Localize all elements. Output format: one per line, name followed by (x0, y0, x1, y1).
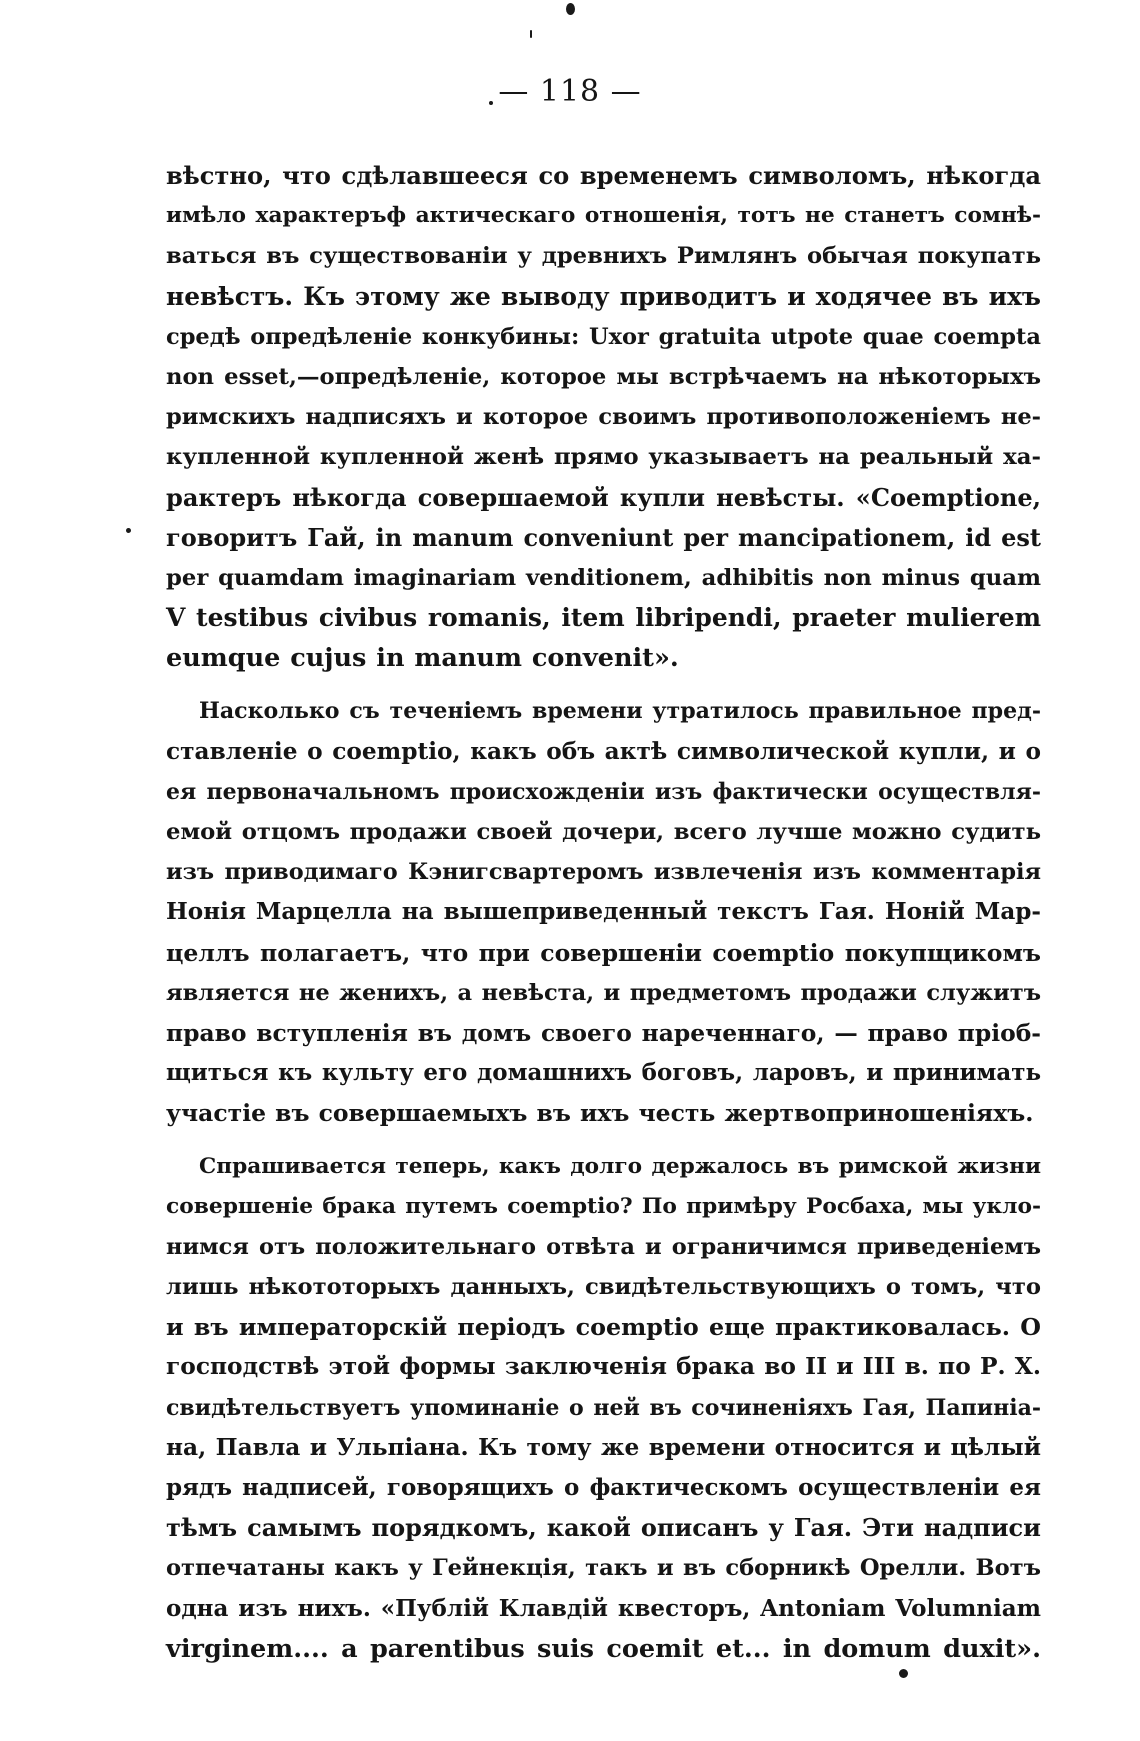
text-line: eumque cujus in manum convenit». (166, 643, 679, 674)
ink-speck (126, 528, 131, 533)
text-line: на, Павла и Ульпіана. Къ тому же времени относится и цѣлый (166, 1433, 1041, 1461)
text-line: лишь нѣкототорыхъ данныхъ, свидѣтельствующихъ о томъ, что (166, 1274, 1041, 1301)
text-line: нимся отъ положительнаго отвѣта и ограничимся приведеніемъ (166, 1233, 1041, 1260)
text-line: Насколько съ теченіемъ времени утратилось правильное пред- (199, 698, 1041, 725)
text-line: емой отцомъ продажи своей дочери, всего лучше можно судить (166, 819, 1041, 845)
text-line: щиться къ культу его домашнихъ боговъ, ларовъ, и принимать (166, 1059, 1041, 1087)
text-line: имѣло характеръф актическаго отношенія, тотъ не станетъ сомнѣ- (166, 203, 1041, 229)
text-line: per quamdam imaginariam venditionem, adhibitis non minus quam (166, 564, 1041, 591)
text-line: римскихъ надписяхъ и которое своимъ противоположеніемъ не- (166, 404, 1041, 431)
text-line: ставленіе о coemptio, какъ объ актѣ символической купли, и о (166, 737, 1041, 765)
text-line: и въ императорскій періодъ coemptio еще практиковалась. О (166, 1313, 1041, 1342)
text-line: говоритъ Гай, in manum conveniunt per mancipationem, id est (166, 522, 1041, 552)
text-line: non esset,—опредѣленіе, которое мы встрѣчаемъ на нѣкоторыхъ (166, 363, 1041, 390)
paragraph (166, 1147, 1041, 1669)
ink-speck (899, 1669, 908, 1678)
text-line: рактеръ нѣкогда совершаемой купли невѣсты. «Coemptione, (166, 482, 1041, 512)
text-line: право вступленія въ домъ своего нареченнаго, — право пріоб- (166, 1018, 1041, 1047)
text-line: рядъ надписей, говорящихъ о фактическомъ осуществленіи ея (166, 1474, 1041, 1501)
text-line: одна изъ нихъ. «Публій Клавдій квесторъ, Antoniam Volumniam (166, 1594, 1041, 1622)
text-line: ваться въ существованіи у древнихъ Римлянъ обычая покупать (166, 243, 1041, 270)
page-number: — 118 — (498, 74, 642, 109)
text-line: целлъ полагаетъ, что при совершеніи coemptio покупщикомъ (166, 938, 1041, 967)
text-line: невѣстъ. Къ этому же выводу приводитъ и ходячее въ ихъ (166, 281, 1041, 311)
text-line: изъ приводимаго Кэнигсвартеромъ извлеченія изъ комментарія (166, 859, 1041, 886)
text-line: вѣстно, что сдѣлавшееся со временемъ символомъ, нѣкогда (166, 161, 1041, 190)
ink-speck (566, 3, 575, 15)
text-line: ея первоначальномъ происхожденіи изъ фактически осуществля- (166, 778, 1041, 805)
body-text (166, 156, 1041, 1669)
text-line: Нонія Марцелла на вышеприведенный текстъ Гая. Ноній Мар- (166, 898, 1041, 926)
ink-speck (530, 30, 532, 38)
text-line: совершеніе брака путемъ coemptio? По примѣру Росбаха, мы укло- (166, 1193, 1041, 1219)
text-line: господствѣ этой формы заключенія брака во II и III в. по Р. Х. (166, 1353, 1041, 1381)
text-line: отпечатаны какъ у Гейнекція, такъ и въ сборникѣ Орелли. Вотъ (166, 1555, 1041, 1582)
paragraph (166, 156, 1041, 678)
text-line: свидѣтельствуетъ упоминаніе о ней въ сочиненіяхъ Гая, Папиніа- (166, 1394, 1041, 1421)
paragraph (166, 691, 1041, 1133)
text-line: купленной купленной женѣ прямо указываетъ на реальный ха- (166, 444, 1041, 471)
text-line: средѣ опредѣленіе конкубины: Uxor gratuita utpote quae coempta (166, 323, 1041, 350)
text-line: virginem.... a parentibus suis coemit et... in domum duxit». (166, 1633, 1041, 1664)
text-line: тѣмъ самымъ порядкомъ, какой описанъ у Гая. Эти надписи (166, 1513, 1041, 1543)
text-line: V testibus civibus romanis, item libripendi, praeter mulierem (166, 603, 1041, 633)
text-line: является не женихъ, а невѣста, и предметомъ продажи служитъ (166, 979, 1041, 1006)
text-line: участіе въ совершаемыхъ въ ихъ честь жертвоприношеніяхъ. (166, 1099, 1034, 1128)
text-line: Спрашивается теперь, какъ долго держалось въ римской жизни (199, 1153, 1041, 1179)
